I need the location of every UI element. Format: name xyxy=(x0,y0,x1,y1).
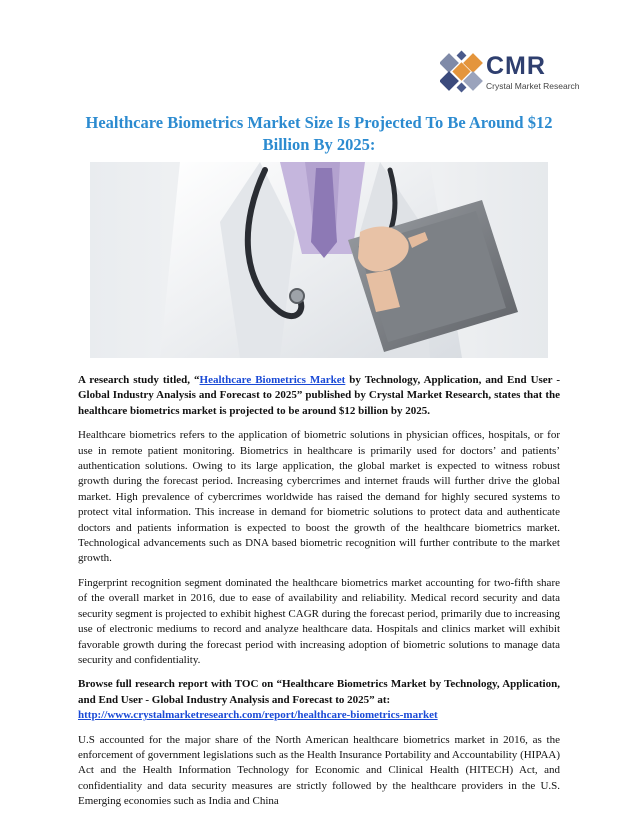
report-url-link[interactable]: http://www.crystalmarketresearch.com/report/healthcare-biometrics-market xyxy=(78,709,438,722)
browse-paragraph xyxy=(78,677,560,723)
paragraph-segments: Fingerprint recognition segment dominated the healthcare biometrics market accounting for two-fifth share of the overall market in 2016, due to ease of availability and reliability. Medical record security and data security segment is projected to exhibit highest CAGR during the forecast period, primarily due to increasing use of electronic mediums to record and analyze healthcare data. Hospitals and clinics market will exhibit favorable growth during the forecast period with increasing adoption of biometric solutions to manage data security and confidentiality. xyxy=(78,576,560,666)
intro-prefix: A research study titled, “ xyxy=(78,374,200,386)
logo-brand: CMR xyxy=(486,52,546,80)
logo-subtitle: Crystal Market Research xyxy=(486,81,580,91)
intro-suffix: by Technology, Application, and End User - Global Industry Analysis and Forecast to 2025” published by Crystal Market Research, states that the healthcare biometrics market is projected to be around $12 billion by 2025. xyxy=(78,374,560,417)
paragraph-definition: Healthcare biometrics refers to the application of biometric solutions in physician offices, hospitals, or for use in remote patient monitoring. Biometrics in healthcare is primarily used for doctors’ and patients’ authentication solutions. Owing to its large application, the global market is expected to witness robust growth during the forecast period. Increasing cybercrimes and internet frauds will further drive the global market. High prevalence of cybercrimes worldwide has raised the demand for highly secured systems to protect vital information. This increase in demand for biometric solutions to protect data and authenticate doctors and patients information is expected to boost the growth of the healthcare biometrics market. Technological advancements such as DNA based biometric recognition will further contribute to the market growth. xyxy=(78,429,560,565)
cmr-logo xyxy=(440,50,580,96)
paragraph-regional: U.S accounted for the major share of the North American healthcare biometrics market in 2016, as the enforcement of government legislations such as the Health Insurance Portability and Accountability (HIPAA) Act and the Health Information Technology for Economic and Clinical Health (HITECH) Act, and confidentiality and data security measures are strictly followed by the healthcare providers in the U.S. Emerging economies such as India and China xyxy=(78,733,560,808)
healthcare-biometrics-market-link[interactable]: Healthcare Biometrics Market xyxy=(199,374,346,386)
cmr-logo-icon xyxy=(440,50,484,94)
doctor-tablet-photo xyxy=(90,162,548,358)
browse-text: Browse full research report with TOC on “Healthcare Biometrics Market by Technology, Application, and End User - Global Industry Analysis and Forecast to 2025” at: xyxy=(78,678,560,706)
intro-paragraph xyxy=(78,373,560,419)
article-body xyxy=(78,373,560,819)
page-title: Healthcare Biometrics Market Size Is Projected To Be Around $12 Billion By 2025: xyxy=(85,113,553,154)
